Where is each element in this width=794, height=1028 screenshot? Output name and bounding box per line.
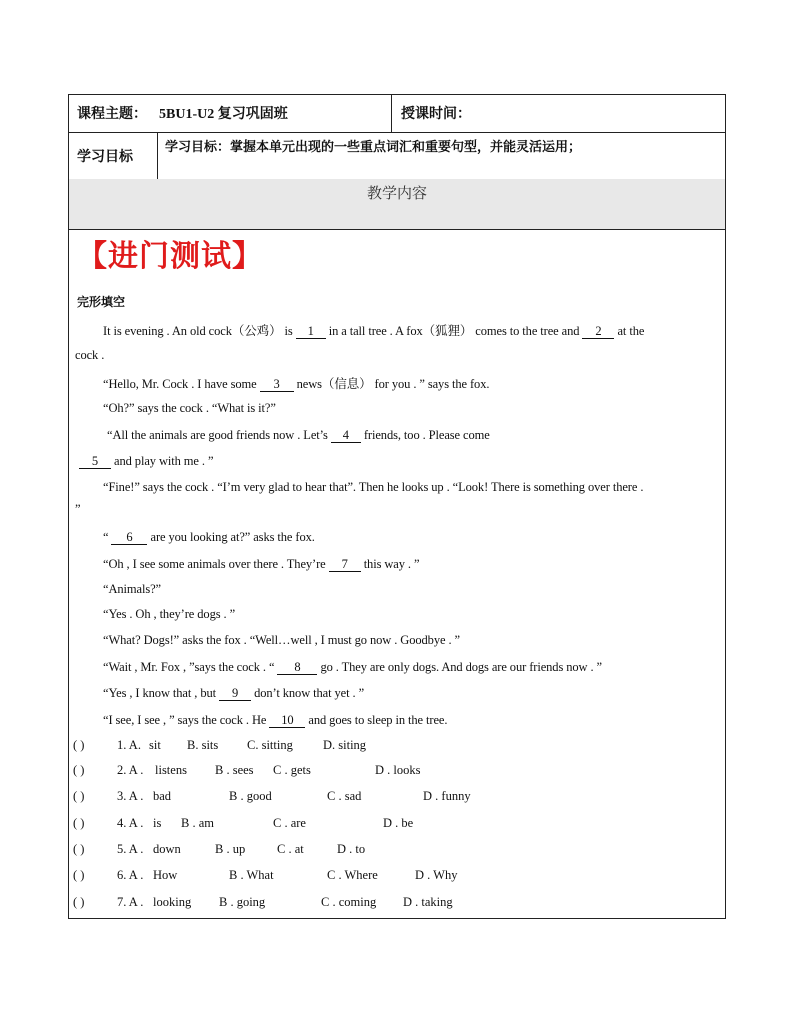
blank-4[interactable]: 4 — [331, 428, 361, 443]
blank-9[interactable]: 9 — [219, 686, 251, 701]
goal-text: 学习目标：掌握本单元出现的一些重点词汇和重要句型，并能灵活运用； — [165, 139, 582, 154]
option-a-label: 5. A . — [117, 842, 144, 856]
text: and play with me . ” — [114, 454, 214, 468]
text: “Oh , I see some animals over there . They’re — [103, 557, 326, 571]
option-a-label: 4. A . — [117, 816, 144, 830]
text: this way . ” — [363, 557, 420, 571]
blank-1[interactable]: 1 — [296, 324, 326, 339]
option-a-label: 3. A . — [117, 789, 144, 803]
passage-line: “Fine!” says the cock . “I’m very glad to hear that”. Then he looks up . “Look! There is something over there . — [103, 480, 644, 494]
goal-divider — [157, 132, 158, 179]
option-d: D. siting — [323, 738, 367, 752]
content-title-row — [69, 179, 725, 230]
option-d: D . be — [383, 816, 414, 830]
text: and goes to sleep in the tree. — [308, 713, 448, 727]
text: It is evening . An old cock（公鸡） is — [103, 324, 293, 338]
topic-value: 5BU1-U2 复习巩固班 — [159, 107, 288, 122]
text: go . They are only dogs. And dogs are our friends now . ” — [320, 660, 602, 674]
text: don’t know that yet . ” — [254, 686, 365, 700]
option-a: is — [153, 816, 162, 830]
option-a: listens — [155, 763, 187, 777]
passage-line — [103, 374, 489, 392]
option-b: B . going — [219, 895, 266, 909]
option-a-label: 1. A. — [117, 738, 141, 752]
blank-2[interactable]: 2 — [582, 324, 614, 339]
passage-line: ” — [75, 502, 81, 516]
test-title: 【进门测试】 — [77, 239, 263, 274]
option-a-label: 6. A . — [117, 868, 144, 882]
header-row — [69, 95, 725, 133]
option-c: C . coming — [321, 895, 377, 909]
option-d: D . to — [337, 842, 366, 856]
option-b: B . sees — [215, 763, 254, 777]
option-c: C . sad — [327, 789, 362, 803]
answer-paren[interactable]: ( ) — [73, 763, 85, 777]
passage-line — [103, 660, 602, 675]
content-title: 教学内容 — [366, 184, 427, 202]
option-d: D . looks — [375, 763, 421, 777]
passage-line: “Animals?” — [103, 582, 162, 596]
text: “I see, I see , ” says the cock . He — [103, 713, 267, 727]
passage-line: “Oh?” says the cock . “What is it?” — [103, 401, 276, 415]
option-a: sit — [149, 738, 161, 752]
text: in a tall tree . A fox（狐狸） comes to the tree and — [328, 324, 580, 338]
option-a: looking — [153, 895, 192, 909]
text: friends, too . Please come — [363, 428, 490, 442]
passage-line: cock . — [75, 348, 105, 362]
text: “Yes , I know that , but — [103, 686, 216, 700]
option-c: C . gets — [273, 763, 311, 777]
option-c: C . Where — [327, 868, 378, 882]
answer-paren[interactable]: ( ) — [73, 895, 85, 909]
goal-row — [69, 132, 725, 180]
answer-paren[interactable]: ( ) — [73, 868, 85, 882]
option-c: C . are — [273, 816, 306, 830]
answer-paren[interactable]: ( ) — [73, 738, 85, 752]
passage-line: “What? Dogs!” asks the fox . “Well…well , I must go now . Goodbye . ” — [103, 633, 460, 647]
blank-3[interactable]: 3 — [260, 377, 294, 392]
blank-8[interactable]: 8 — [277, 660, 317, 675]
passage-line — [107, 428, 490, 443]
option-a-label: 2. A . — [117, 763, 144, 777]
goal-label: 学习目标 — [77, 150, 133, 165]
option-a: bad — [153, 789, 172, 803]
passage-line: “Yes . Oh , they’re dogs . ” — [103, 607, 236, 621]
header-divider — [391, 95, 392, 132]
text: “Hello, Mr. Cock . I have some — [103, 377, 257, 391]
option-b: B . up — [215, 842, 246, 856]
passage-line — [103, 321, 644, 339]
answer-paren[interactable]: ( ) — [73, 842, 85, 856]
text: “ — [103, 530, 109, 544]
blank-7[interactable]: 7 — [329, 557, 361, 572]
answer-paren[interactable]: ( ) — [73, 816, 85, 830]
option-b: B. sits — [187, 738, 219, 752]
option-b: B . What — [229, 868, 274, 882]
option-d: D . funny — [423, 789, 471, 803]
section-title: 完形填空 — [77, 295, 126, 309]
passage-line — [103, 713, 447, 728]
option-a: down — [153, 842, 181, 856]
text: at the — [617, 324, 645, 338]
option-d: D . taking — [403, 895, 453, 909]
answer-paren[interactable]: ( ) — [73, 789, 85, 803]
text: “All the animals are good friends now . Let’s — [107, 428, 328, 442]
option-c: C . at — [277, 842, 304, 856]
option-a-label: 7. A . — [117, 895, 144, 909]
blank-10[interactable]: 10 — [269, 713, 305, 728]
passage-line — [103, 530, 315, 545]
option-c: C. sitting — [247, 738, 293, 752]
text: news（信息） for you . ” says the fox. — [296, 377, 490, 391]
topic-label: 课程主题： — [77, 107, 147, 122]
option-a: How — [153, 868, 178, 882]
lesson-sheet — [68, 94, 726, 919]
text: “Wait , Mr. Fox , ”says the cock . “ — [103, 660, 275, 674]
option-d: D . Why — [415, 868, 458, 882]
text: are you looking at?” asks the fox. — [150, 530, 315, 544]
passage-line — [103, 686, 364, 701]
passage-line — [79, 454, 213, 469]
option-b: B . good — [229, 789, 272, 803]
time-label: 授课时间： — [401, 107, 471, 122]
blank-6[interactable]: 6 — [111, 530, 147, 545]
option-b: B . am — [181, 816, 214, 830]
passage-line — [103, 557, 419, 572]
blank-5[interactable]: 5 — [79, 454, 111, 469]
